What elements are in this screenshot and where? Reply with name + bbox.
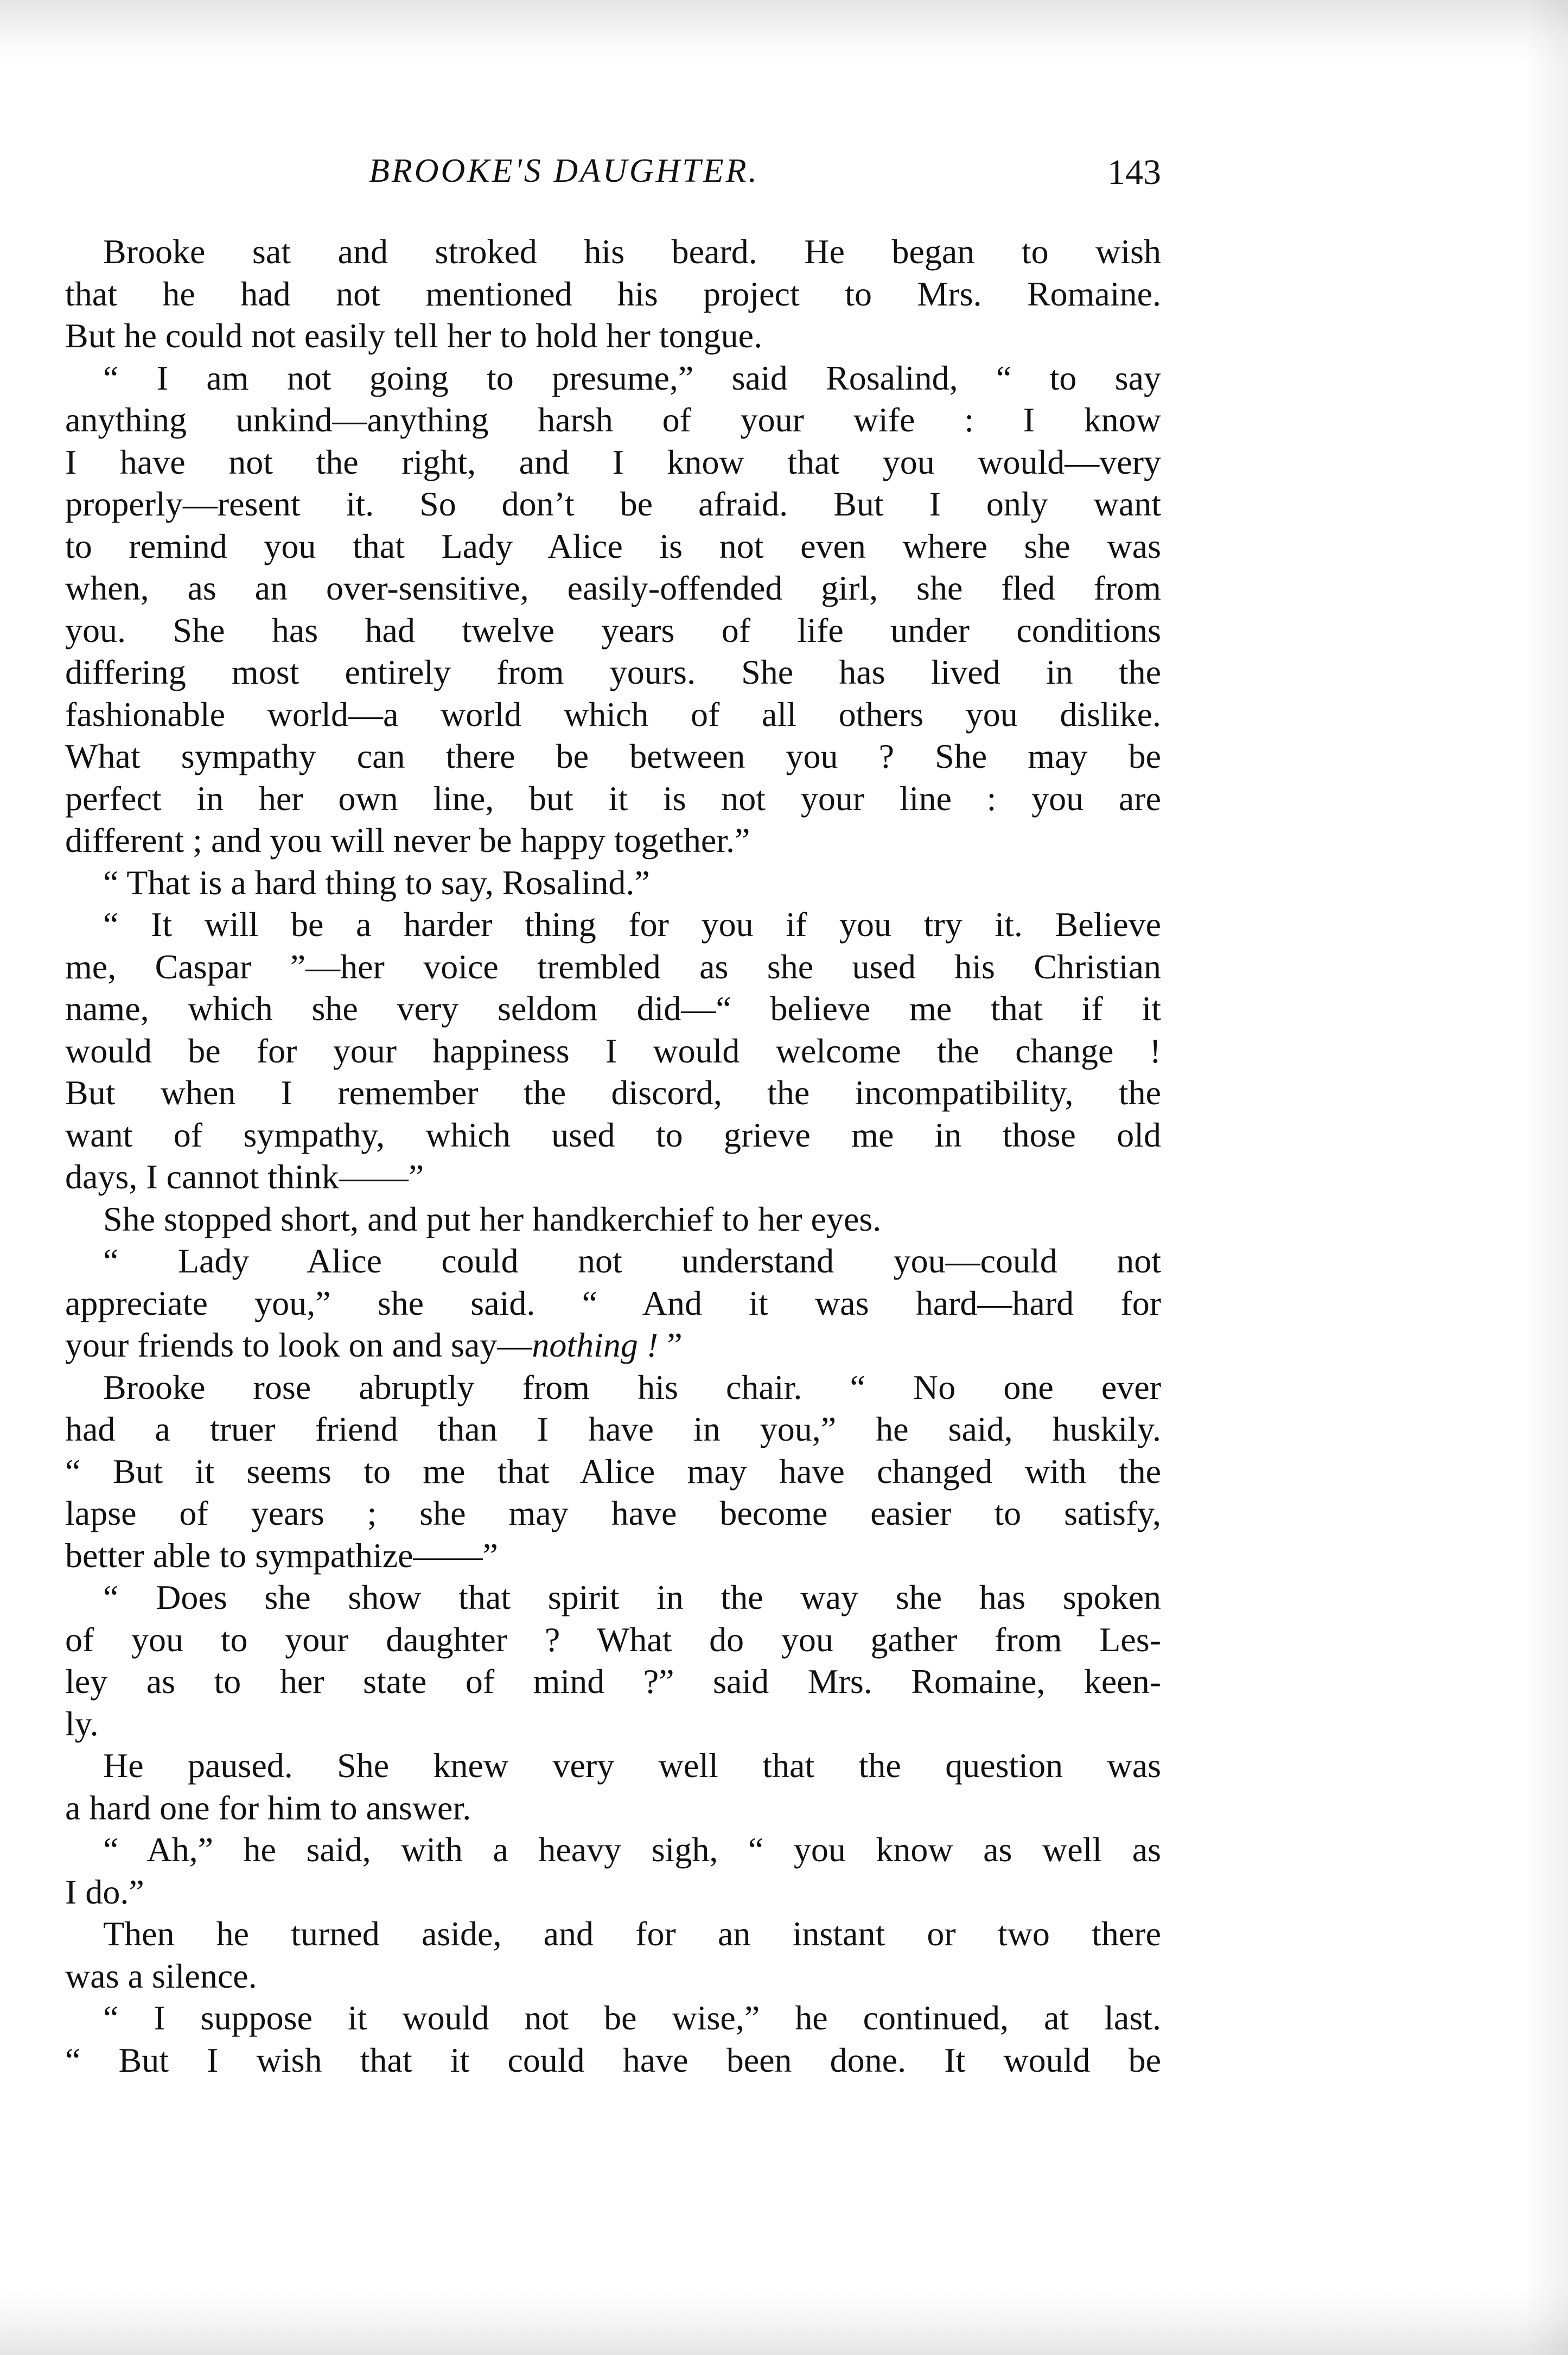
text-line [65,1955,1161,1997]
text-line [65,1535,1161,1577]
text-line [65,1450,1161,1493]
line-text: you. She has had twelve years of life under conditions [65,610,1161,650]
line-text: “ I suppose it would not be wise,” he continued, at last. [103,1998,1161,2037]
running-head [65,152,1161,201]
text-line [65,1576,1161,1619]
line-text: “ It will be a harder thing for you if you try it. Believe [103,905,1161,944]
text-line [65,1282,1161,1325]
text-line [65,1198,1161,1240]
line-text: fashionable world—a world which of all others you dislike. [65,695,1161,734]
text-line [65,1660,1161,1703]
text-line [65,357,1161,399]
text-line [65,1366,1161,1409]
line-text: to remind you that Lady Alice is not even where she was [65,526,1161,565]
line-text: “ Does she show that spirit in the way she has spoken [103,1578,1161,1616]
text-line [65,1072,1161,1114]
text-line [65,2039,1161,2082]
line-text: “ I am not going to presume,” said Rosalind, “ to say [103,358,1161,397]
line-text: anything unkind—anything harsh of your wife : I know [65,400,1161,439]
line-text: different ; and you will never be happy together.” [65,821,750,860]
line-text: Brooke sat and stroked his beard. He began to wish [103,232,1161,271]
text-line [65,1156,1161,1198]
text-line [65,735,1161,778]
line-text: properly—resent it. So don’t be afraid. But I only want [65,485,1161,523]
line-italic-text: nothing ! [532,1326,667,1364]
text-line [65,903,1161,946]
text-line [65,778,1161,820]
text-line [65,1703,1161,1745]
text-line [65,946,1161,988]
line-text: a hard one for him to answer. [65,1788,471,1827]
text-line [65,1745,1161,1787]
text-line [65,567,1161,609]
line-text: What sympathy can there be between you ? She may be [65,737,1161,775]
text-line [65,693,1161,736]
text-line [65,862,1161,904]
line-text: “ But I wish that it could have been done. It would be [65,2040,1161,2079]
page-number: 143 [1107,152,1161,192]
line-text: days, I cannot think——” [65,1157,424,1196]
text-line [65,1619,1161,1661]
line-text: differing most entirely from yours. She has lived in the [65,653,1161,691]
text-line [65,1114,1161,1156]
line-text: But when I remember the discord, the incompatibility, the [65,1073,1161,1112]
line-text: would be for your happiness I would welcome the change ! [65,1031,1161,1070]
text-line [65,231,1161,273]
line-text: when, as an over-sensitive, easily-offended girl, she fled from [65,569,1161,607]
line-text: “ Ah,” he said, with a heavy sigh, “ you know as well as [103,1830,1161,1869]
line-text: that he had not mentioned his project to Mrs. Romaine. [65,274,1161,313]
line-text: lapse of years ; she may have become easier to satisfy, [65,1494,1161,1532]
line-text: But he could not easily tell her to hold her tongue. [65,316,763,355]
text-line [65,651,1161,693]
line-text: I have not the right, and I know that you would—very [65,442,1161,481]
text-line [65,1997,1161,2039]
line-text: name, which she very seldom did—“ believe me that if it [65,989,1161,1028]
line-text: I do.” [65,1872,144,1911]
line-text: had a truer friend than I have in you,” he said, huskily. [65,1410,1161,1448]
line-text: want of sympathy, which used to grieve me in those old [65,1115,1161,1154]
text-line [65,1871,1161,1913]
text-line [65,525,1161,568]
text-line [65,1324,1161,1366]
text-line [65,988,1161,1030]
text-line [65,483,1161,525]
line-text: of you to your daughter ? What do you gather from Les- [65,1620,1161,1659]
line-text: appreciate you,” she said. “ And it was hard—hard for [65,1283,1161,1322]
text-line [65,315,1161,357]
text-line [65,441,1161,483]
text-line [65,609,1161,652]
scan-shadow-right [1525,0,1568,2355]
text-line [65,1240,1161,1282]
line-text: “ But it seems to me that Alice may have changed with the [65,1452,1161,1491]
line-text: Brooke rose abruptly from his chair. “ No one ever [103,1367,1161,1406]
scan-shadow-bottom [0,2284,1568,2355]
line-text: ly. [65,1704,99,1743]
text-line [65,1030,1161,1072]
line-tail-text: ” [667,1326,683,1364]
text-line [65,1787,1161,1829]
line-text: better able to sympathize——” [65,1536,498,1575]
text-line [65,819,1161,862]
text-line [65,1829,1161,1871]
scan-shadow-top [0,0,1568,65]
text-line [65,273,1161,315]
text-line [65,1492,1161,1535]
text-line [65,399,1161,441]
line-text: She stopped short, and put her handkerchief to her eyes. [103,1199,882,1238]
line-text: He paused. She knew very well that the question was [103,1746,1161,1785]
running-title: BROOKE'S DAUGHTER. [369,152,759,189]
line-text: your friends to look on and say— [65,1326,532,1364]
line-text: Then he turned aside, and for an instant or two there [103,1914,1161,1953]
line-text: perfect in her own line, but it is not your line : you are [65,779,1161,818]
line-text: “ That is a hard thing to say, Rosalind.” [103,863,650,902]
text-line [65,1913,1161,1955]
line-text: “ Lady Alice could not understand you—could not [103,1242,1161,1280]
text-body [65,231,1161,2081]
line-text: me, Caspar ”—her voice trembled as she used his Christian [65,947,1161,986]
line-text: was a silence. [65,1956,257,1995]
line-text: ley as to her state of mind ?” said Mrs. Romaine, keen- [65,1662,1161,1701]
text-line [65,1408,1161,1450]
